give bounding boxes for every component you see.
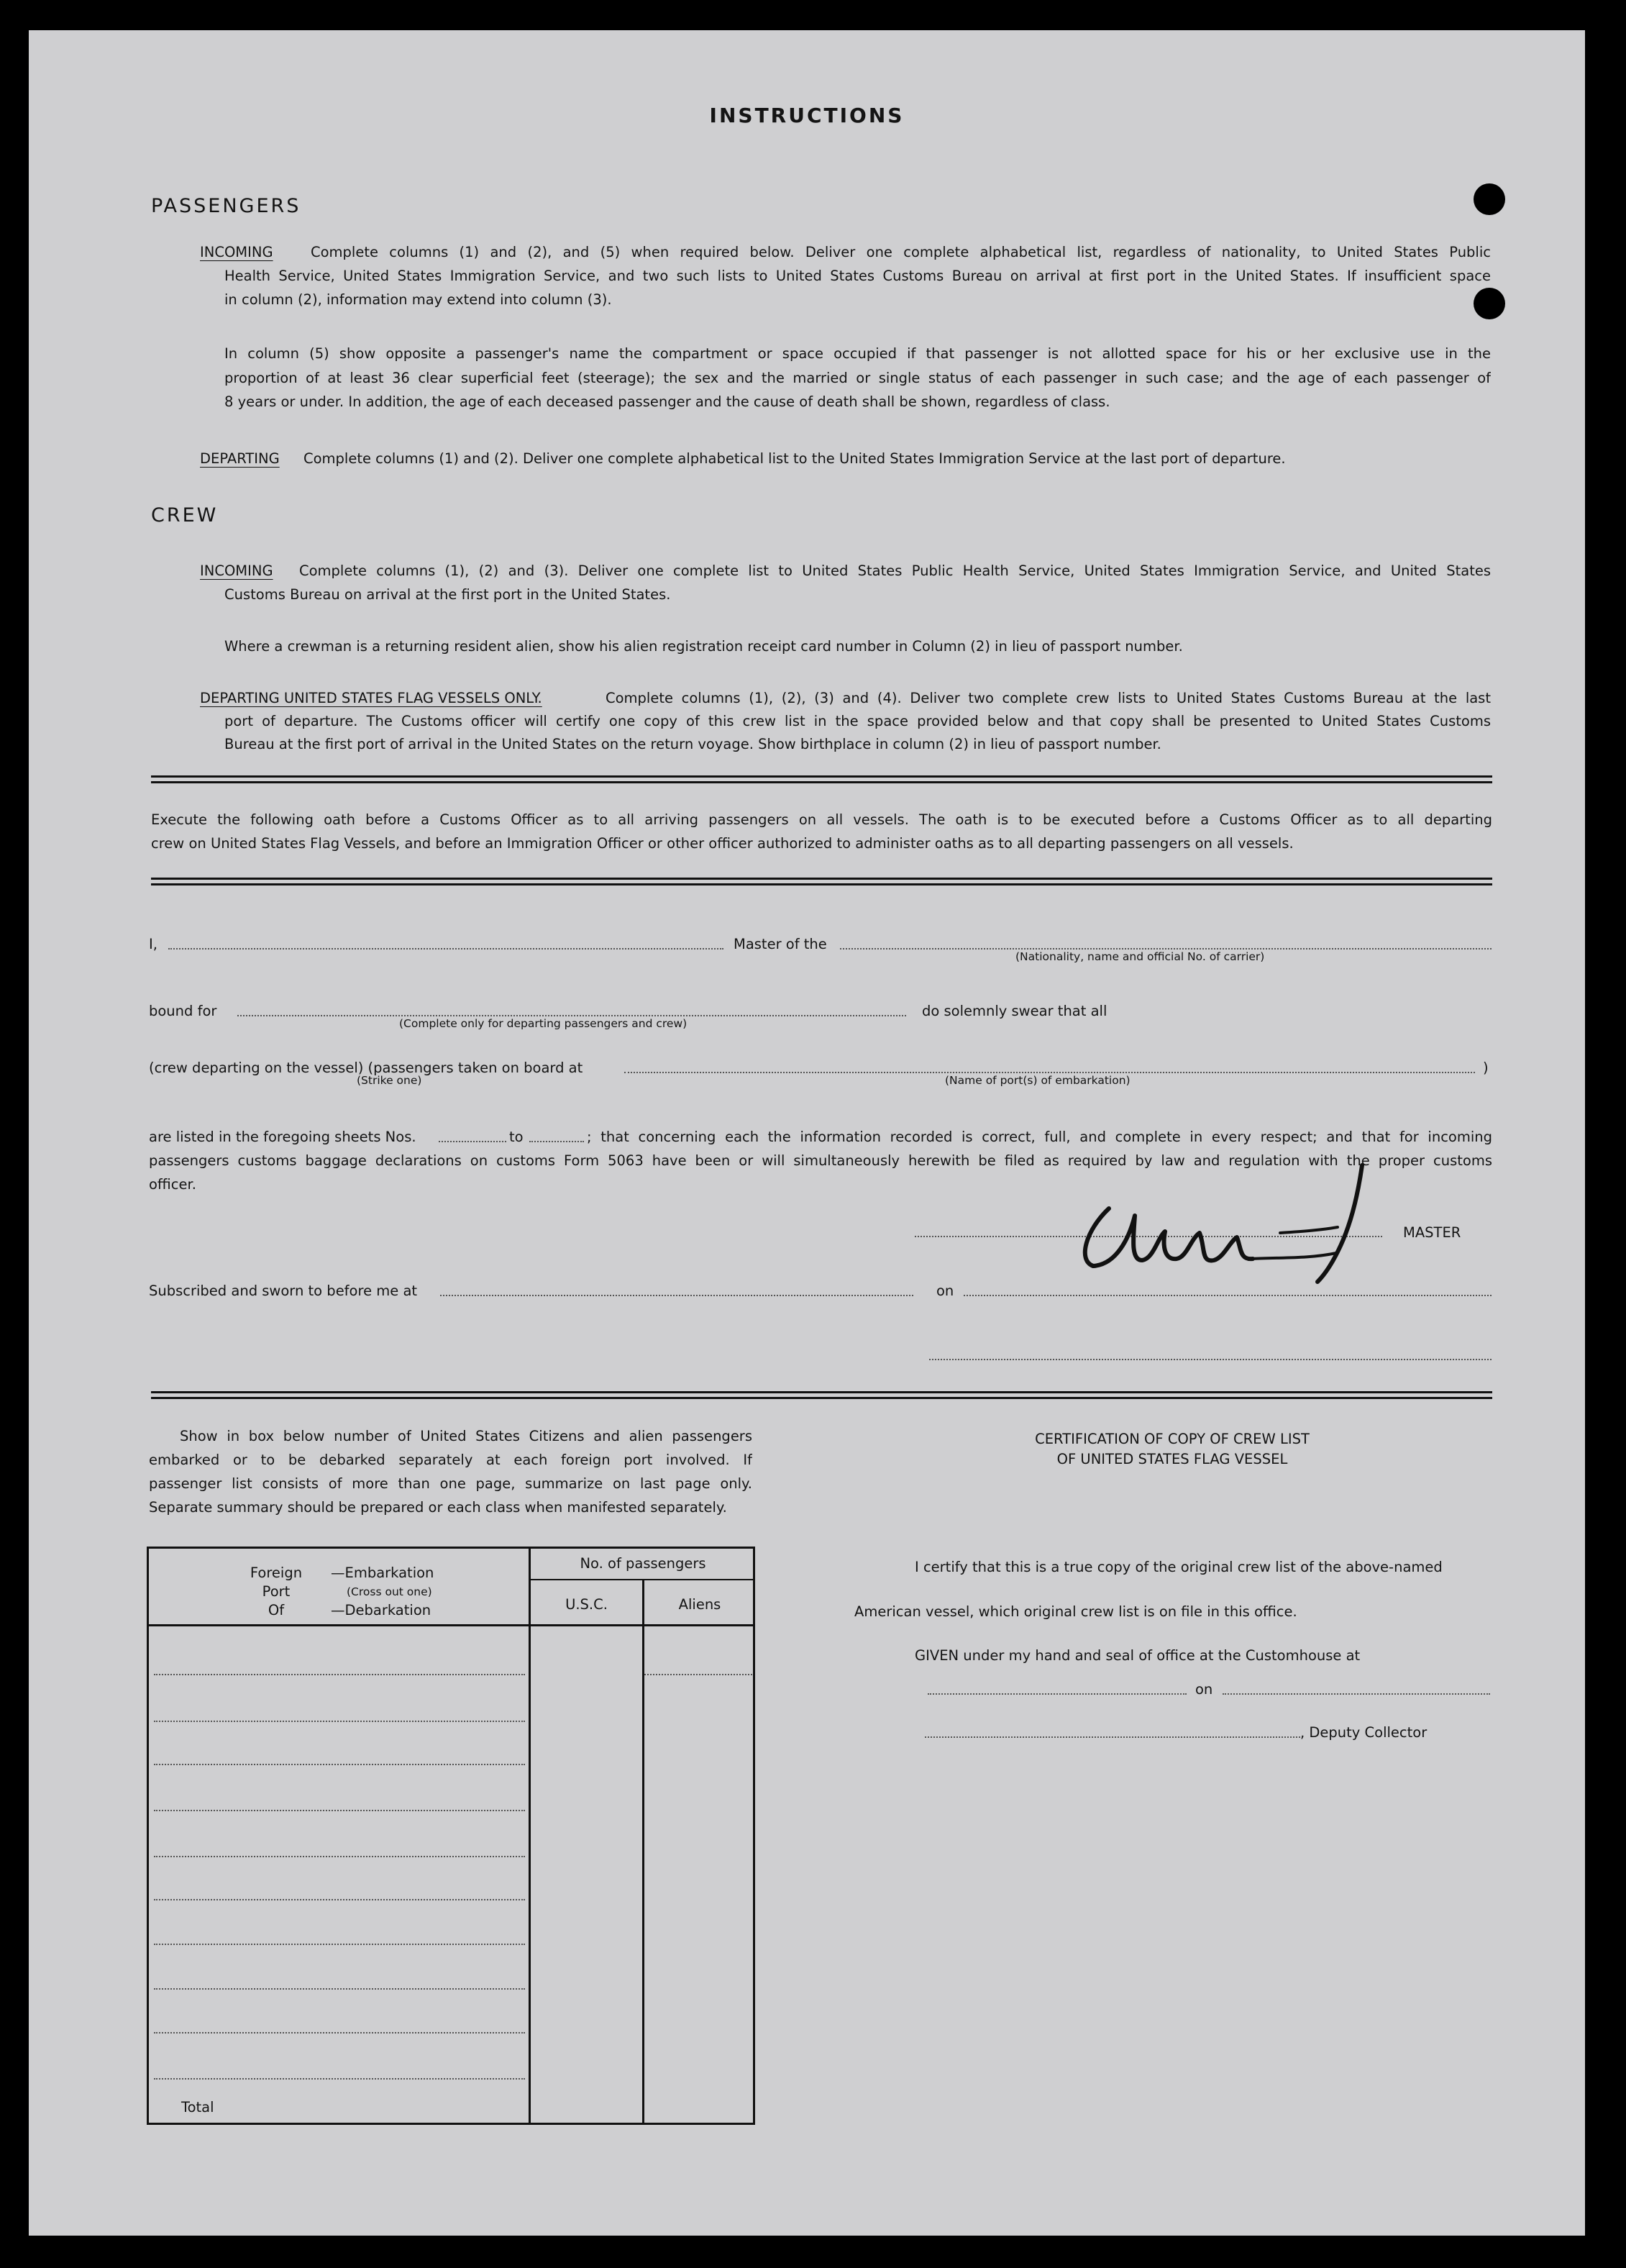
oath-i: I, xyxy=(149,936,157,952)
passengers-heading: PASSENGERS xyxy=(151,195,301,217)
bound-for-hint: (Complete only for departing passengers and crew) xyxy=(399,1017,688,1030)
ports-hint: (Name of port(s) of embarkation) xyxy=(945,1074,1131,1087)
crew-heading: CREW xyxy=(151,504,219,527)
bound-for-field[interactable] xyxy=(237,1015,906,1016)
passengers-column5-line-3: 8 years or under. In addition, the age of each deceased passenger and the cause of death shall be shown, regardless of class. xyxy=(224,393,1110,410)
summary-row[interactable] xyxy=(154,2078,525,2080)
strike-one-hint: (Strike one) xyxy=(357,1074,422,1087)
crew-incoming-line-1: Complete columns (1), (2) and (3). Deliver one complete list to United States Public Health Service, United States Immigration Service, and United States xyxy=(299,563,1491,579)
debarkation-option[interactable]: —Debarkation xyxy=(331,1602,431,1618)
summary-row[interactable] xyxy=(154,1674,525,1675)
summary-line-3: passenger list consists of more than one page, summarize on last page only. xyxy=(149,1475,752,1492)
table-divider xyxy=(642,1580,644,2125)
certification-title-1: CERTIFICATION OF COPY OF CREW LIST xyxy=(1035,1431,1310,1447)
sheet-to-label: to xyxy=(509,1129,524,1145)
col-of: Of xyxy=(268,1602,285,1618)
sworn-officer-field[interactable] xyxy=(929,1359,1492,1360)
passenger-summary-table xyxy=(147,1547,755,2125)
summary-line-2: embarked or to be debarked separately at each foreign port involved. If xyxy=(149,1452,752,1468)
subscribed-label: Subscribed and sworn to before me at xyxy=(149,1283,418,1299)
deputy-collector-label: , Deputy Collector xyxy=(1300,1724,1428,1741)
passengers-incoming-line-3: in column (2), information may extend into column (3). xyxy=(224,291,612,308)
divider xyxy=(151,775,1492,778)
summary-row[interactable] xyxy=(154,1810,525,1811)
master-name-field[interactable] xyxy=(168,948,723,949)
sworn-place-field[interactable] xyxy=(440,1295,913,1296)
certification-date-field[interactable] xyxy=(1223,1693,1490,1695)
table-divider xyxy=(147,1624,755,1626)
crew-incoming-label: INCOMING xyxy=(200,563,273,579)
cross-out-hint: (Cross out one) xyxy=(347,1585,432,1598)
certification-title-2: OF UNITED STATES FLAG VESSEL xyxy=(1056,1451,1288,1467)
summary-row[interactable] xyxy=(154,1764,525,1765)
page-title: INSTRUCTIONS xyxy=(709,104,905,127)
passengers-incoming-line-1: Complete columns (1) and (2), and (5) when required below. Deliver one complete alphabetical list, regardless of nationality, to United States Public xyxy=(311,244,1491,260)
passengers-departing-label: DEPARTING xyxy=(200,450,280,467)
no-passengers-header: No. of passengers xyxy=(580,1555,706,1572)
passengers-incoming-line-2: Health Service, United States Immigration Service, and two such lists to United States Customs Bureau on arrival at first port in the United States. If insufficient space xyxy=(224,268,1491,284)
certification-line-1: I certify that this is a true copy of the original crew list of the above-named xyxy=(915,1559,1443,1575)
sworn-date-field[interactable] xyxy=(964,1295,1492,1296)
deputy-collector-signature-field[interactable] xyxy=(925,1736,1300,1738)
crew-alien-registration: Where a crewman is a returning resident alien, show his alien registration receipt card number in Column (2) in lieu of passport number. xyxy=(224,638,1183,655)
passengers-column5-line-2: proportion of at least 36 clear superficial feet (steerage); the sex and the married or single status of each passenger in such case; and the age of each passenger of xyxy=(224,370,1491,386)
oath-intro-line-2: crew on United States Flag Vessels, and before an Immigration Officer or other officer authorized to administer oaths as to all departing passengers on all vessels. xyxy=(151,835,1294,852)
punch-hole-bottom xyxy=(1474,288,1505,319)
table-divider xyxy=(529,1579,755,1580)
col-port: Port xyxy=(262,1583,291,1600)
divider xyxy=(151,1391,1492,1393)
summary-row[interactable] xyxy=(154,1856,525,1857)
certification-line-3: GIVEN under my hand and seal of office at the Customhouse at xyxy=(915,1647,1361,1664)
bound-for-label: bound for xyxy=(149,1003,217,1019)
summary-row[interactable] xyxy=(154,1899,525,1900)
divider xyxy=(151,878,1492,880)
close-paren: ) xyxy=(1483,1060,1489,1076)
swear-text: do solemnly swear that all xyxy=(922,1003,1107,1019)
passengers-column5-line-1: In column (5) show opposite a passenger's name the compartment or space occupied if that passenger is not allotted space for his or her exclusive use in the xyxy=(224,345,1491,362)
sworn-on-label: on xyxy=(936,1283,954,1299)
master-signature xyxy=(1064,1152,1395,1296)
sheet-from-field[interactable] xyxy=(439,1141,506,1142)
master-of-label: Master of the xyxy=(734,936,827,952)
crew-incoming-line-2: Customs Bureau on arrival at the first port in the United States. xyxy=(224,586,671,603)
summary-row[interactable] xyxy=(154,1721,525,1722)
crew-departing-line-3: Bureau at the first port of arrival in the United States on the return voyage. Show birthplace in column (2) in lieu of passport number. xyxy=(224,736,1161,752)
crew-departing-label: DEPARTING UNITED STATES FLAG VESSELS ONLY. xyxy=(200,690,542,706)
master-label: MASTER xyxy=(1403,1224,1461,1241)
crew-passengers-strike: (crew departing on the vessel) (passengers taken on board at xyxy=(149,1060,583,1076)
oath-intro-line-1: Execute the following oath before a Customs Officer as to all arriving passengers on all vessels. The oath is to be executed before a Customs Officer as to all departing xyxy=(151,811,1492,828)
aliens-header: Aliens xyxy=(678,1596,721,1613)
summary-line-1: Show in box below number of United States Citizens and alien passengers xyxy=(180,1428,752,1444)
summary-line-4: Separate summary should be prepared or each class when manifested separately. xyxy=(149,1499,727,1516)
divider xyxy=(151,883,1492,885)
certification-on-label: on xyxy=(1195,1681,1213,1698)
customs-officer-line: officer. xyxy=(149,1176,196,1193)
punch-hole-top xyxy=(1474,183,1505,215)
passengers-incoming-label: INCOMING xyxy=(200,244,273,260)
table-divider xyxy=(529,1547,531,2125)
summary-row[interactable] xyxy=(154,1988,525,1990)
listed-sheets-label: are listed in the foregoing sheets Nos. xyxy=(149,1129,416,1145)
certification-line-2: American vessel, which original crew list is on file in this office. xyxy=(854,1603,1297,1620)
passengers-departing-text: Complete columns (1) and (2). Deliver one complete alphabetical list to the United States Immigration Service at the last port of departure. xyxy=(303,450,1286,467)
form-sheet xyxy=(29,30,1585,2236)
divider xyxy=(151,1397,1492,1399)
summary-row[interactable] xyxy=(154,2032,525,2034)
baggage-declaration-line: passengers customs baggage declarations on customs Form 5063 have been or will simultaneously herewith be filed as required by law and regulation with the proper customs xyxy=(149,1152,1492,1169)
summary-row[interactable] xyxy=(154,1944,525,1945)
divider xyxy=(151,781,1492,783)
usc-header: U.S.C. xyxy=(565,1596,608,1613)
customhouse-field[interactable] xyxy=(928,1693,1187,1695)
crew-departing-line-2: port of departure. The Customs officer will certify one copy of this crew list in the space provided below and that copy shall be presented to United States Customs xyxy=(224,713,1491,729)
embarkation-ports-field[interactable] xyxy=(624,1072,1475,1073)
listed-sheets-rest: ; that concerning each the information recorded is correct, full, and complete in every respect; and that for incoming xyxy=(587,1129,1492,1145)
col-foreign: Foreign xyxy=(250,1565,303,1581)
summary-row[interactable] xyxy=(644,1674,752,1675)
carrier-field[interactable] xyxy=(840,948,1492,949)
sheet-to-field[interactable] xyxy=(529,1141,584,1142)
total-label: Total xyxy=(181,2099,214,2116)
carrier-hint: (Nationality, name and official No. of carrier) xyxy=(1015,950,1265,963)
embarkation-option[interactable]: —Embarkation xyxy=(331,1565,434,1581)
crew-departing-line-1: Complete columns (1), (2), (3) and (4). Deliver two complete crew lists to United States Customs Bureau at the last xyxy=(606,690,1491,706)
